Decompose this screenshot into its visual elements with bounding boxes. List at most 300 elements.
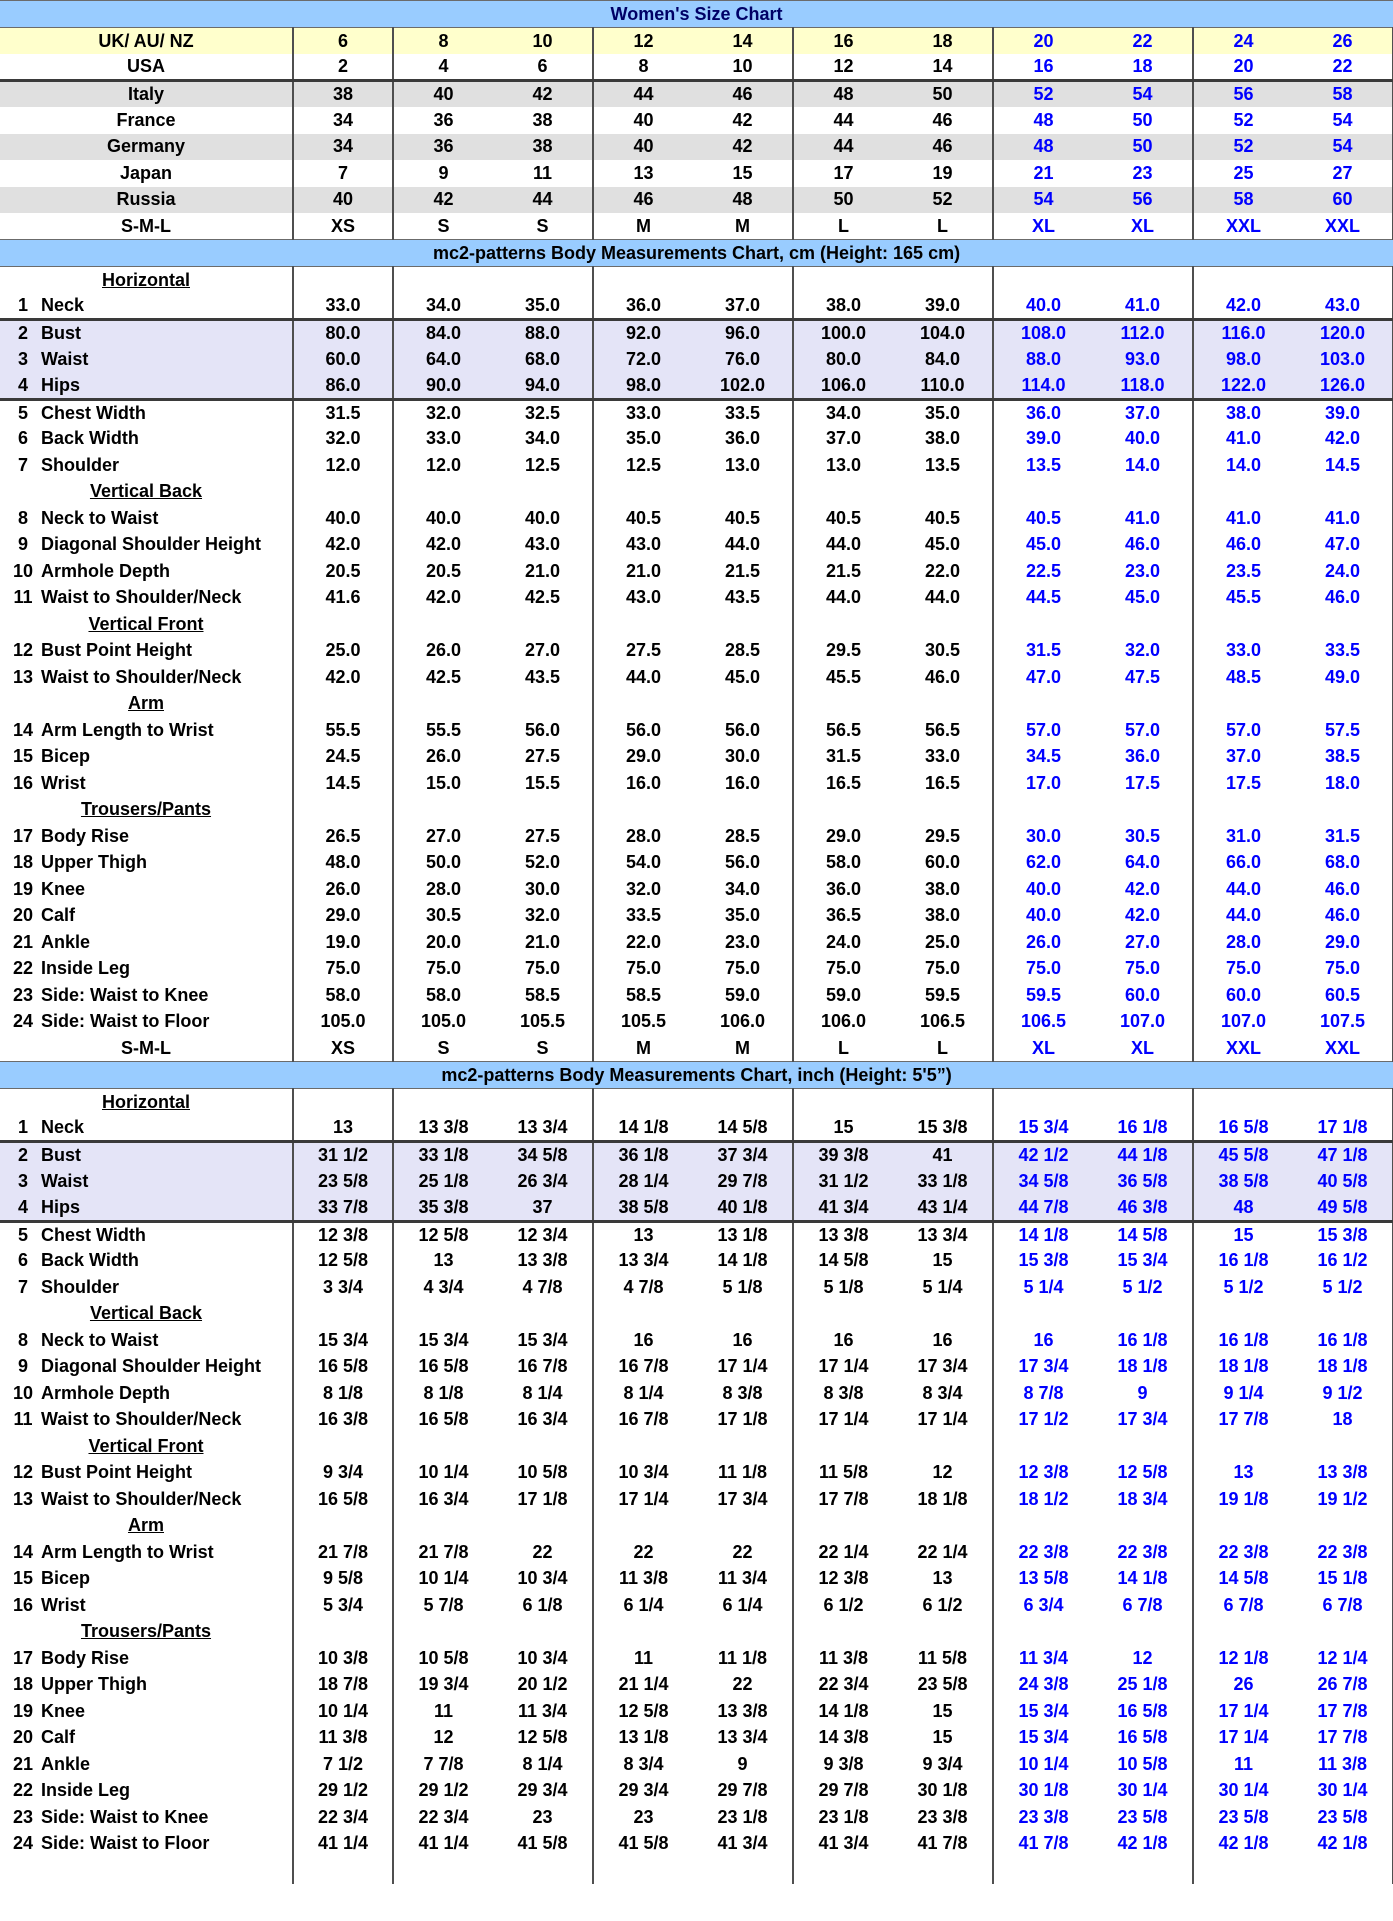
value-cell: L: [793, 213, 893, 240]
cm-measure-row: [0, 1035, 1393, 1062]
value-cell: 75.0: [293, 956, 393, 983]
value-cell: 45 5/8: [1193, 1142, 1293, 1169]
value-cell: 36.0: [793, 876, 893, 903]
value-cell: 27.0: [393, 823, 493, 850]
value-cell: 126.0: [1293, 373, 1393, 400]
cm-measure-row: [0, 770, 1393, 797]
value-cell: 52: [1193, 134, 1293, 161]
inch-measure-row: [0, 1698, 1393, 1725]
value-cell: 66.0: [1193, 850, 1293, 877]
value-cell: 18 7/8: [293, 1672, 393, 1699]
value-cell: [893, 1301, 993, 1328]
value-cell: 60: [1293, 187, 1393, 214]
value-cell: 32.0: [593, 876, 693, 903]
row-label: 8 Neck to Waist: [0, 505, 293, 532]
value-cell: M: [735, 215, 750, 236]
value-cell: 42 1/2: [993, 1142, 1093, 1169]
value-cell: 40.0: [993, 876, 1093, 903]
value-cell: 106.5: [919, 1011, 966, 1032]
inch-measure-row: [0, 1725, 1393, 1752]
value-cell: 14.5: [1293, 452, 1393, 479]
value-cell: XXL: [1193, 1035, 1293, 1062]
value-cell: 54: [1293, 107, 1393, 134]
value-cell: 12.0: [393, 452, 493, 479]
value-cell: 42.0: [393, 532, 493, 559]
value-cell: 19: [932, 162, 953, 183]
value-cell: 26.0: [993, 929, 1093, 956]
value-cell: 38: [493, 134, 593, 161]
value-cell: 68.0: [1293, 850, 1393, 877]
value-cell: 40.0: [993, 293, 1093, 320]
value-cell: 10 5/8: [393, 1645, 493, 1672]
value-cell: [993, 1619, 1093, 1646]
value-cell: [693, 611, 793, 638]
row-label: 22 Inside Leg: [0, 1778, 293, 1805]
value-cell: 23: [593, 1804, 693, 1831]
value-cell: 105.0: [393, 1009, 493, 1036]
value-cell: 75.0: [924, 958, 961, 979]
value-cell: 6 7/8: [1122, 1594, 1163, 1615]
value-cell: 23 5/8: [1193, 1804, 1293, 1831]
section-label: Trousers/Pants: [80, 799, 212, 820]
value-cell: 107.0: [1119, 1011, 1166, 1032]
row-label: 11 Waist to Shoulder/Neck: [0, 1407, 293, 1434]
row-number: 12: [12, 640, 34, 661]
filler-row: [0, 1857, 1393, 1884]
value-cell: 11 5/8: [793, 1460, 893, 1487]
value-cell: [393, 1301, 493, 1328]
value-cell: 16: [993, 1327, 1093, 1354]
value-cell: [1193, 691, 1293, 718]
value-cell: 31.0: [1193, 823, 1293, 850]
value-cell: 41: [893, 1142, 993, 1169]
row-label: 14 Arm Length to Wrist: [0, 1539, 293, 1566]
section-header-row: [0, 611, 1393, 638]
inch-measure-row: [0, 1115, 1393, 1142]
row-label: 2 Bust: [0, 320, 293, 347]
section-label: Vertical Back: [89, 1303, 203, 1324]
value-cell: 15: [932, 1250, 953, 1271]
row-number: 9: [17, 534, 28, 555]
value-cell: [593, 267, 693, 294]
value-cell: [593, 1513, 693, 1540]
value-cell: 56: [1093, 187, 1193, 214]
value-cell: 40.5: [924, 507, 961, 528]
value-cell: 38.0: [1193, 399, 1293, 426]
value-cell: XL: [1130, 1037, 1154, 1058]
row-number: 14: [12, 719, 34, 740]
value-cell: 13 3/8: [793, 1221, 893, 1248]
value-cell: 27.0: [1124, 931, 1161, 952]
value-cell: 44.0: [924, 587, 961, 608]
value-cell: 56.5: [793, 717, 893, 744]
row-number: 3: [17, 1170, 28, 1191]
value-cell: 27.5: [524, 746, 561, 767]
value-cell: [293, 1433, 393, 1460]
value-cell: 17 1/4: [793, 1407, 893, 1434]
row-number: 18: [12, 1674, 34, 1695]
value-cell: 21: [993, 160, 1093, 187]
value-cell: 14.0: [1193, 452, 1293, 479]
row-label: 14 Arm Length to Wrist: [0, 717, 293, 744]
value-cell: 40: [293, 187, 393, 214]
value-cell: 54: [1093, 81, 1193, 108]
value-cell: 33 1/8: [893, 1168, 993, 1195]
value-cell: 98.0: [1193, 346, 1293, 373]
value-cell: 57.0: [1124, 719, 1161, 740]
row-number: 20: [12, 905, 34, 926]
section-label: Arm: [127, 1515, 164, 1536]
value-cell: 44.0: [724, 534, 761, 555]
value-cell: [1293, 1089, 1393, 1116]
value-cell: 56.0: [524, 719, 561, 740]
value-cell: 46: [932, 109, 953, 130]
row-number: 1: [17, 1117, 28, 1137]
size-conversion-row: [0, 107, 1393, 134]
value-cell: [693, 1301, 793, 1328]
value-cell: 11: [393, 1698, 493, 1725]
row-label: 19 Knee: [0, 1698, 293, 1725]
cm-chart-title: mc2-patterns Body Measurements Chart, cm (Height: 165 cm): [0, 240, 1393, 267]
value-cell: [1193, 1301, 1293, 1328]
value-cell: 16 1/8: [1193, 1327, 1293, 1354]
value-cell: 4 7/8: [593, 1274, 693, 1301]
value-cell: 34 5/8: [993, 1168, 1093, 1195]
value-cell: 45.5: [1193, 585, 1293, 612]
row-label: 15 Bicep: [0, 1566, 293, 1593]
value-cell: 41 3/4: [793, 1831, 893, 1858]
value-cell: [693, 1089, 793, 1116]
value-cell: 93.0: [1093, 346, 1193, 373]
value-cell: 12 5/8: [393, 1221, 493, 1248]
row-number: 12: [12, 1462, 34, 1483]
value-cell: 14 1/8: [717, 1250, 768, 1271]
value-cell: [1193, 1857, 1293, 1884]
value-cell: 40.0: [524, 507, 561, 528]
row-number: 9: [17, 1356, 28, 1377]
row-label: S-M-L: [121, 1037, 171, 1058]
value-cell: 13 3/4: [493, 1115, 593, 1142]
row-label: 18 Upper Thigh: [0, 850, 293, 877]
value-cell: 8 3/8: [793, 1380, 893, 1407]
value-cell: [893, 1857, 993, 1884]
value-cell: 23 5/8: [293, 1168, 393, 1195]
value-cell: 39 3/8: [793, 1142, 893, 1169]
value-cell: 30.0: [724, 746, 761, 767]
value-cell: 17 7/8: [1193, 1407, 1293, 1434]
row-number: 15: [12, 1568, 34, 1589]
value-cell: [493, 267, 593, 294]
row-label: Germany: [0, 134, 293, 161]
value-cell: [393, 479, 493, 506]
value-cell: 14.0: [1124, 454, 1161, 475]
value-cell: 107.5: [1293, 1009, 1393, 1036]
value-cell: 28 1/4: [593, 1168, 693, 1195]
row-label: 7 Shoulder: [0, 1274, 293, 1301]
value-cell: 12 5/8: [293, 1248, 393, 1275]
value-cell: 17 3/4: [917, 1356, 968, 1377]
value-cell: 15.0: [393, 770, 493, 797]
value-cell: 41 5/8: [593, 1831, 693, 1858]
value-cell: 40: [593, 134, 693, 161]
value-cell: 17 1/4: [1193, 1725, 1293, 1752]
value-cell: 13.5: [993, 452, 1093, 479]
inch-measure-row: [0, 1274, 1393, 1301]
value-cell: 47.0: [993, 664, 1093, 691]
value-cell: 21.0: [524, 560, 561, 581]
value-cell: 10: [693, 54, 793, 81]
value-cell: 15 3/4: [993, 1115, 1093, 1142]
value-cell: 6 1/4: [593, 1592, 693, 1619]
value-cell: 42: [493, 81, 593, 108]
section-label: Vertical Back: [89, 481, 203, 502]
value-cell: [1193, 1433, 1293, 1460]
value-cell: 15 3/4: [393, 1327, 493, 1354]
value-cell: 88.0: [993, 346, 1093, 373]
value-cell: 5 1/8: [793, 1274, 893, 1301]
value-cell: 13: [593, 1221, 693, 1248]
value-cell: 8 1/4: [522, 1382, 563, 1403]
value-cell: XS: [293, 1035, 393, 1062]
value-cell: 42.5: [393, 664, 493, 691]
value-cell: 8 3/4: [593, 1751, 693, 1778]
value-cell: 6 1/2: [922, 1594, 963, 1615]
value-cell: 36: [393, 134, 493, 161]
row-number: 22: [12, 958, 34, 979]
value-cell: XL: [1130, 215, 1154, 236]
inch-measure-row: [0, 1566, 1393, 1593]
value-cell: 11 5/8: [917, 1647, 968, 1668]
row-number: 3: [17, 348, 28, 369]
value-cell: [1093, 611, 1193, 638]
value-cell: [1093, 797, 1193, 824]
value-cell: 42.5: [524, 587, 561, 608]
value-cell: 41 1/4: [293, 1831, 393, 1858]
value-cell: 19 3/4: [393, 1672, 493, 1699]
value-cell: 102.0: [693, 373, 793, 400]
row-label: 1 Neck: [0, 1115, 293, 1142]
value-cell: 33.0: [593, 399, 693, 426]
row-number: 2: [17, 1145, 28, 1165]
value-cell: [993, 1513, 1093, 1540]
value-cell: 45.0: [993, 532, 1093, 559]
value-cell: 38.0: [793, 293, 893, 320]
row-number: 23: [12, 984, 34, 1005]
value-cell: 16 1/2: [1293, 1248, 1393, 1275]
value-cell: 29.0: [293, 903, 393, 930]
value-cell: 24: [1193, 28, 1293, 55]
value-cell: XXL: [1293, 1035, 1393, 1062]
value-cell: [1093, 1857, 1193, 1884]
value-cell: 11 3/8: [793, 1645, 893, 1672]
value-cell: 30 1/8: [993, 1778, 1093, 1805]
row-number: 1: [17, 295, 28, 315]
value-cell: 75.0: [393, 956, 493, 983]
value-cell: 92.0: [593, 320, 693, 347]
value-cell: 44 1/8: [1093, 1142, 1193, 1169]
row-label: 19 Knee: [0, 876, 293, 903]
value-cell: 26 7/8: [1293, 1672, 1393, 1699]
value-cell: 10 1/4: [293, 1698, 393, 1725]
value-cell: 17: [793, 160, 893, 187]
value-cell: 103.0: [1293, 346, 1393, 373]
value-cell: 4 7/8: [522, 1276, 563, 1297]
value-cell: [593, 1857, 693, 1884]
value-cell: 17 7/8: [1293, 1698, 1393, 1725]
row-number: 13: [12, 666, 34, 687]
value-cell: [1193, 611, 1293, 638]
value-cell: 23 5/8: [1293, 1804, 1393, 1831]
section-header-row: [0, 797, 1393, 824]
row-label: 10 Armhole Depth: [0, 1380, 293, 1407]
inch-measure-row: [0, 1804, 1393, 1831]
value-cell: 55.5: [393, 717, 493, 744]
value-cell: 48: [1193, 1195, 1293, 1222]
section-label: Arm: [127, 693, 164, 714]
value-cell: 44.0: [1193, 876, 1293, 903]
value-cell: 13.0: [793, 452, 893, 479]
value-cell: 8 1/8: [393, 1380, 493, 1407]
value-cell: 33.5: [1293, 638, 1393, 665]
title-band: [0, 1, 1393, 28]
value-cell: 22 3/8: [993, 1539, 1093, 1566]
value-cell: [793, 1619, 893, 1646]
value-cell: 90.0: [393, 373, 493, 400]
row-label: 16 Wrist: [0, 770, 293, 797]
value-cell: 40: [393, 81, 493, 108]
value-cell: [993, 611, 1093, 638]
value-cell: 48.0: [293, 850, 393, 877]
value-cell: 5 1/2: [1122, 1276, 1163, 1297]
value-cell: 13 1/8: [717, 1224, 768, 1245]
value-cell: 6 3/4: [993, 1592, 1093, 1619]
row-number: 16: [12, 1594, 34, 1615]
value-cell: 60.5: [1293, 982, 1393, 1009]
value-cell: 60.0: [293, 346, 393, 373]
row-label: 21 Ankle: [0, 929, 293, 956]
row-label: France: [116, 109, 176, 130]
value-cell: 14 1/8: [1117, 1568, 1168, 1589]
value-cell: 41.0: [1293, 505, 1393, 532]
value-cell: 17.5: [1124, 772, 1161, 793]
value-cell: [893, 611, 993, 638]
value-cell: [393, 797, 493, 824]
value-cell: 5 1/2: [1293, 1274, 1393, 1301]
value-cell: 31.5: [293, 399, 393, 426]
value-cell: 59.5: [993, 982, 1093, 1009]
row-number: 4: [17, 1196, 28, 1217]
value-cell: 30.0: [524, 878, 561, 899]
value-cell: 5 1/2: [1193, 1274, 1293, 1301]
value-cell: 6 1/2: [793, 1592, 893, 1619]
value-cell: 84.0: [893, 346, 993, 373]
value-cell: [893, 267, 993, 294]
row-number: 8: [17, 507, 28, 528]
section-header-row: [0, 691, 1393, 718]
value-cell: 52: [893, 187, 993, 214]
value-cell: 44.0: [793, 585, 893, 612]
value-cell: 20.5: [293, 558, 393, 585]
value-cell: 7 1/2: [293, 1751, 393, 1778]
value-cell: 12.0: [293, 452, 393, 479]
row-number: 23: [12, 1806, 34, 1827]
value-cell: [593, 1301, 693, 1328]
value-cell: 27.0: [524, 640, 561, 661]
value-cell: [293, 1619, 393, 1646]
value-cell: 8 1/4: [593, 1380, 693, 1407]
value-cell: 37 3/4: [693, 1142, 793, 1169]
cm-measure-row: [0, 929, 1393, 956]
cm-measure-row: [0, 717, 1393, 744]
value-cell: 25.0: [293, 638, 393, 665]
value-cell: 18 1/8: [917, 1488, 968, 1509]
value-cell: 44.5: [993, 585, 1093, 612]
value-cell: 14 1/8: [593, 1115, 693, 1142]
value-cell: 11: [1193, 1751, 1293, 1778]
value-cell: 22: [1093, 28, 1193, 55]
value-cell: 31.5: [793, 744, 893, 771]
row-number: 14: [12, 1541, 34, 1562]
value-cell: 106.0: [719, 1011, 766, 1032]
value-cell: 75.0: [1193, 956, 1293, 983]
value-cell: 32.0: [1124, 640, 1161, 661]
value-cell: 13 3/4: [593, 1248, 693, 1275]
value-cell: 16 1/8: [1093, 1115, 1193, 1142]
value-cell: 38: [532, 109, 553, 130]
value-cell: 14: [693, 28, 793, 55]
value-cell: 16.0: [724, 772, 761, 793]
row-number: 13: [12, 1488, 34, 1509]
value-cell: [593, 479, 693, 506]
value-cell: [493, 1301, 593, 1328]
value-cell: 29.5: [793, 638, 893, 665]
value-cell: 23.0: [724, 931, 761, 952]
value-cell: 16: [993, 54, 1093, 81]
value-cell: 64.0: [393, 346, 493, 373]
value-cell: 8: [393, 28, 493, 55]
value-cell: [693, 1857, 793, 1884]
value-cell: 22 1/4: [917, 1541, 968, 1562]
value-cell: 46.0: [1193, 532, 1293, 559]
value-cell: [1293, 691, 1393, 718]
value-cell: [1193, 1089, 1293, 1116]
value-cell: 35.0: [493, 293, 593, 320]
value-cell: 17 3/4: [993, 1354, 1093, 1381]
value-cell: [793, 1433, 893, 1460]
value-cell: 5 3/4: [293, 1592, 393, 1619]
inch-measure-row: [0, 1380, 1393, 1407]
value-cell: 106.0: [793, 1009, 893, 1036]
value-cell: 26.0: [293, 876, 393, 903]
value-cell: 25.0: [924, 931, 961, 952]
value-cell: 46: [593, 187, 693, 214]
value-cell: 26.0: [393, 638, 493, 665]
value-cell: 16 3/4: [517, 1409, 568, 1430]
value-cell: [393, 1857, 493, 1884]
value-cell: 21.5: [724, 560, 761, 581]
value-cell: 23 3/8: [993, 1804, 1093, 1831]
value-cell: 42.0: [393, 585, 493, 612]
value-cell: 13: [932, 1568, 953, 1589]
value-cell: 13.0: [724, 454, 761, 475]
value-cell: [693, 1433, 793, 1460]
value-cell: XL: [993, 1035, 1093, 1062]
value-cell: 22: [732, 1541, 753, 1562]
value-cell: 17 3/4: [717, 1488, 768, 1509]
value-cell: 13: [393, 1248, 493, 1275]
value-cell: 75.0: [1124, 958, 1161, 979]
value-cell: 36: [393, 107, 493, 134]
